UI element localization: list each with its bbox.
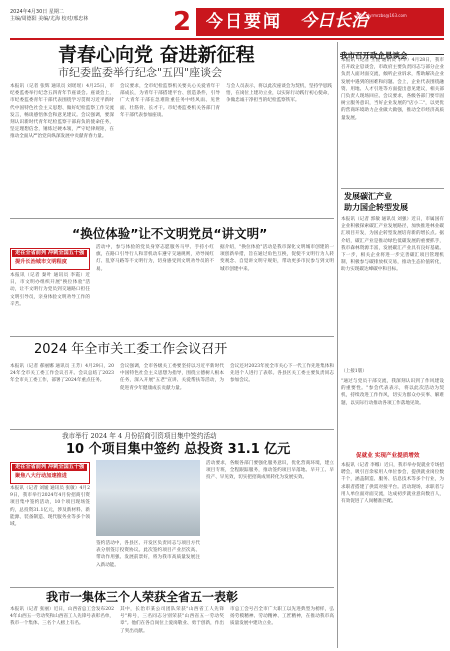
story4-tag1: 走在全省前列 冲刺全国五十强 <box>12 464 87 471</box>
right-head2: 发展碳汇产业 <box>344 192 392 201</box>
section-name: 今日要闻 <box>206 12 282 32</box>
story4-body-left: 本报讯（记者 刘媛 通讯员 张敏）4月29日，我市举行2024年4月份招商引资项目集中签约活动，10个项目现场签约，总投资31.1亿元，涉及新材料、新能源、装备制造、现代服务业等多个领域。 <box>10 486 90 528</box>
masthead-rule <box>10 38 444 40</box>
story5-title: 我市一集体三个人荣获全省五一表彰 <box>46 590 239 604</box>
divider <box>10 336 334 337</box>
right-body4: 本报讯（记者 李娜）近日，我市举办促就业专场招聘会，吸引百余家用人单位参会，提供就业岗位数千个，涵盖制造、服务、信息技术等多个行业，为求职者搭建了供需对接平台。活动现场，求职者与用人单位面对面交流，达成初步就业意向数百人，有效促进了人岗精准匹配。 <box>341 463 444 505</box>
story2-tag2: 提升长治城市文明程度 <box>12 259 70 266</box>
lead-body-right: 与会人员表示，将以此次座谈会为契机，坚持学思践悟，在岗位上建功立业，以实际行动践行初心使命，争做忠诚干净担当的纪检监察铁军。 <box>226 84 332 104</box>
story4-body-mid: 签约活动中，各县区、开发区负责同志与项目方代表分别签订投资协议。此次签约项目产业层次高、带动作用强、发展前景好，将为我市高质量发展注入新动能。 <box>96 541 200 568</box>
story5-body-mid: 其中，长治市某公司团队荣获"山西省工人先锋号"称号，三名同志分别荣获"山西省五一劳动奖章"。他们在各自岗位上爱岗敬业、勇于创新，作出了突出贡献。 <box>120 607 224 634</box>
column-divider <box>337 42 338 648</box>
story3-body-right: 会议还对2023年度全市关心下一代工作先进集体和先进个人进行了表彰。各县区关工委主要负责同志参加会议。 <box>230 364 334 384</box>
lead-subtitle: 市纪委监委举行纪念"五四"座谈会 <box>58 66 223 79</box>
section-band <box>196 8 444 36</box>
newspaper-logo: 今日长治 <box>300 11 368 31</box>
right-body3: "通过与党员干部交流，我深刻认识到了作风建设的重要性。"参会代表表示，将以此次活动为契机，持续改进工作作风，切实为群众办实事、解难题，以实际行动推动各项工作落地见效。 <box>341 379 444 406</box>
story4-tag2: 聚焦八大行动加速推进 <box>12 473 70 480</box>
story4-title: 10 个项目集中签约 总投资 31.1 亿元 <box>66 442 291 457</box>
masthead-meta <box>10 9 160 23</box>
story2-body-left: 本报讯（记者 秦叶 通讯员 李霞）近日，市文明办组织开展"换位体验"活动，让不文明行为党员到交通路口担任文明引导员，亲身体验文明劝导工作的辛苦。 <box>10 273 90 307</box>
story5-body-left: 本报讯（记者 张丽）近日，山西省总工会发布2024年山西五一劳动奖和山西省工人先锋号表彰名单，我市一个集体、三名个人榜上有名。 <box>10 607 114 627</box>
right-body1: 本报讯（记者 王悦 通讯员 李华）4月28日，我市召开政企恳谈会，市政府主要负责同志与部分企业负责人面对面交流，倾听企业诉求，帮助解决企业发展中遇到的困难和问题。会上，企业代表围绕融资、用地、人才引进等方面提出意见建议，相关部门负责人现场回应。会议要求，各级各部门要牢固树立服务意识，当好企业发展的"店小二"，以更优的营商环境助力企业做大做强，推动全市经济高质量发展。 <box>341 58 444 121</box>
story2-tag1: 走在全省前列 冲刺全国五十强 <box>12 250 87 257</box>
masthead-date: 2024年4月30日 星期二 <box>10 9 64 15</box>
story3-body-mid: 会议强调，全市各级关工委要坚持以习近平新时代中国特色社会主义思想为指导，围绕立德树人根本任务，深入开展"五老"宣讲、关爱帮扶等活动，为促进青少年健康成长贡献力量。 <box>120 364 224 391</box>
lead-title: 青春心向党 奋进新征程 <box>58 44 255 66</box>
lead-body-left: 本报讯（记者 张辉 通讯员 刘瑶瑶）4月25日，市纪委监委举行纪念五四青年节座谈会。座谈会上，市纪委监委青年干部代表围绕学习贯彻习近平新时代中国特色社会主义思想、做好纪检监察工作交流发言，畅谈感悟体会和意见建议。会议强调，要深刻认识新时代青年纪检监察干部肩负的使命任务，坚定理想信念，锤炼过硬本领，严守纪律规矩，在推动全面从严治党向纵深发展中贡献青春力量。 <box>10 84 114 140</box>
story3-title: 2024 年全市关工委工作会议召开 <box>34 342 228 357</box>
divider <box>10 218 334 219</box>
divider <box>341 188 444 189</box>
right-head1-wrap <box>340 43 444 60</box>
right-body2: 本报讯（记者 郭敏 通讯员 刘强）近日，市属国有企业积极探索碳汇产业发展路径，加快推进林业碳汇项目开发，为国企转型发展培育新的增长点。据介绍，碳汇产业是推动绿色低碳发展的重要抓手，我市森林资源丰富，发展碳汇产业具有良好基础。下一步，相关企业将进一步完善碳汇项目管理机制，积极参与碳排放权交易，推动生态价值转化，助力实现碳达峰碳中和目标。 <box>341 217 444 273</box>
divider <box>10 429 334 430</box>
right-head1: 我市召开政企恳谈会 <box>340 51 408 60</box>
page-number: 2 <box>172 7 192 37</box>
masthead <box>0 0 450 40</box>
continued-note: （上接1版） <box>341 369 367 374</box>
story4-body-right: 活动要求，各级各部门要强化服务意识，优化营商环境，建立项目专班，全程跟踪服务，推动签约项目早落地、早开工、早投产、早见效，切实把招商成果转化为发展实效。 <box>206 461 334 481</box>
story3-body-left: 本报讯（记者 郝丽娜 通讯员 王芳）4月29日，2024年全市关工委工作会议召开。会议总结了2023年全市关工委工作，部署了2024年重点任务。 <box>10 364 114 384</box>
story2-body-mid: 活动中，参与体验的党员身穿志愿服务马甲、手持小红旗，在路口引导行人和非机动车遵守交通规则，劝导闯红灯、乱穿马路等不文明行为，切身感受到文明劝导员的不易。 <box>96 245 214 272</box>
masthead-editors: 主编/周德阳 美编/尤海 校对/邢忠林 <box>10 16 89 22</box>
signing-ceremony-photo <box>96 460 200 536</box>
contact-info: 邮箱: dyrmrzbs@163.com <box>356 13 407 18</box>
right-head2b: 助力国企转型发展 <box>344 203 408 212</box>
story4-kicker: 我市举行 2024 年 4 月份招商引资项目集中签约活动 <box>62 432 217 440</box>
story2-body-right: 据介绍，"换位体验"活动是我市深化文明城市创建的一项创新举措，旨在通过角色互换，促使不文明行为人转变观念、自觉讲文明守规矩，带动更多市民参与到文明城市创建中来。 <box>220 245 334 272</box>
story2-title: “换位体验”让不文明党员“讲文明” <box>72 226 268 241</box>
story5-body-right: 市总工会号召全市广大职工以先进典型为榜样，弘扬劳模精神、劳动精神、工匠精神，在推动我市高质量发展中建功立业。 <box>230 607 334 627</box>
lead-body-mid: 会议要求，全市纪检监察机关要关心关爱青年干部成长，为青年干部搭建平台、创造条件，引导广大青年干部在急难险重任务中经风雨、见世面、壮筋骨、长才干。市纪委监委机关各部门青年干部代表参加座谈。 <box>120 84 220 118</box>
right-kicker3: 促就业 实现产业提质增效 <box>356 453 420 459</box>
divider <box>10 587 334 588</box>
